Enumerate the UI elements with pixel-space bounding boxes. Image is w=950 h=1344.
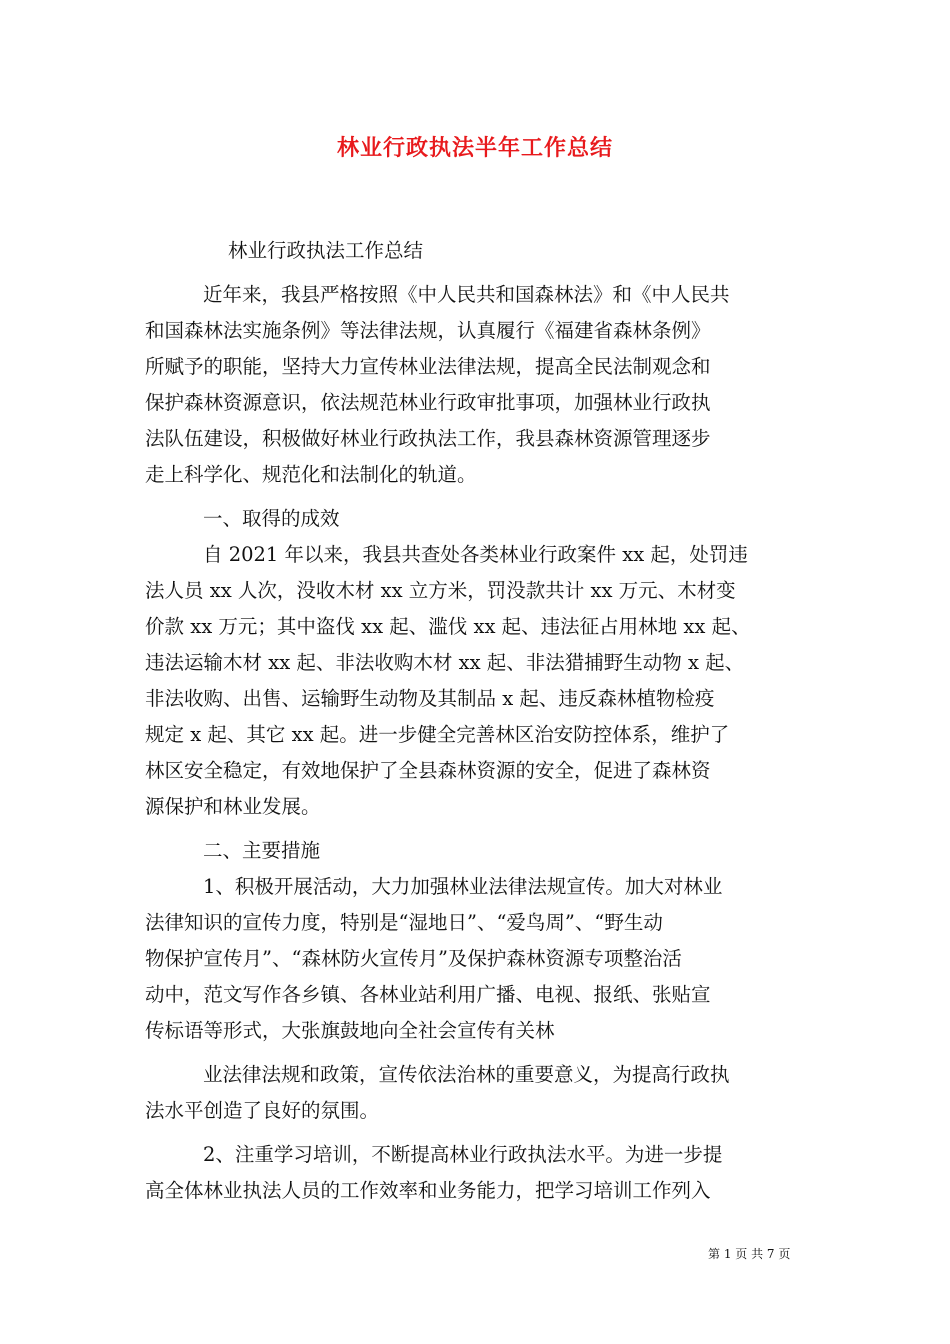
document-title: 林业行政执法半年工作总结 — [336, 135, 613, 161]
section-heading: 二、主要措施 — [203, 839, 321, 862]
paragraph-line: 传标语等形式，大张旗鼓地向全社会宣传有关林 — [145, 1019, 555, 1042]
paragraph-line: 物保护宣传月”、“森林防火宣传月”及保护森林资源专项整治活 — [145, 947, 682, 970]
paragraph-line: 2、注重学习培训，不断提高林业行政执法水平。为进一步提 — [203, 1143, 723, 1166]
paragraph-line: 非法收购、出售、运输野生动物及其制品 x 起、违反森林植物检疫 — [145, 687, 715, 710]
paragraph-line: 1、积极开展活动，大力加强林业法律法规宣传。加大对林业 — [203, 875, 723, 898]
page-number: 第 1 页 共 7 页 — [708, 1247, 791, 1261]
paragraph-line: 保护森林资源意识，依法规范林业行政审批事项，加强林业行政执 — [145, 391, 711, 414]
paragraph-line: 自 2021 年以来，我县共查处各类林业行政案件 xx 起，处罚违 — [203, 543, 748, 566]
subtitle-line: 林业行政执法工作总结 — [228, 239, 424, 262]
paragraph-line: 近年来，我县严格按照《中人民共和国森林法》和《中人民共 — [203, 283, 730, 306]
paragraph-line: 源保护和林业发展。 — [145, 795, 321, 818]
paragraph-line: 业法律法规和政策，宣传依法治林的重要意义，为提高行政执 — [203, 1063, 730, 1086]
paragraph-line: 法人员 xx 人次，没收木材 xx 立方米，罚没款共计 xx 万元、木材变 — [145, 579, 736, 602]
paragraph-line: 法律知识的宣传力度，特别是“湿地日”、“爱鸟周”、“野生动 — [145, 911, 663, 934]
paragraph-line: 规定 x 起、其它 xx 起。进一步健全完善林区治安防控体系，维护了 — [145, 723, 730, 746]
paragraph-line: 林区安全稳定，有效地保护了全县森林资源的安全，促进了森林资 — [145, 759, 711, 782]
paragraph-line: 所赋予的职能，坚持大力宣传林业法律法规，提高全民法制观念和 — [145, 355, 711, 378]
paragraph-line: 法水平创造了良好的氛围。 — [145, 1099, 380, 1122]
paragraph-line: 动中，范文写作各乡镇、各林业站利用广播、电视、报纸、张贴宣 — [145, 983, 711, 1006]
paragraph-line: 和国森林法实施条例》等法律法规，认真履行《福建省森林条例》 — [145, 319, 711, 342]
paragraph-line: 违法运输木材 xx 起、非法收购木材 xx 起、非法猎捕野生动物 x 起、 — [145, 651, 745, 674]
paragraph-line: 高全体林业执法人员的工作效率和业务能力，把学习培训工作列入 — [145, 1179, 711, 1202]
paragraph-line: 法队伍建设，积极做好林业行政执法工作，我县森林资源管理逐步 — [145, 427, 711, 450]
section-heading: 一、取得的成效 — [203, 507, 340, 530]
paragraph-line: 价款 xx 万元；其中盗伐 xx 起、滥伐 xx 起、违法征占用林地 xx 起、 — [145, 615, 751, 638]
paragraph-line: 走上科学化、规范化和法制化的轨道。 — [145, 463, 477, 486]
